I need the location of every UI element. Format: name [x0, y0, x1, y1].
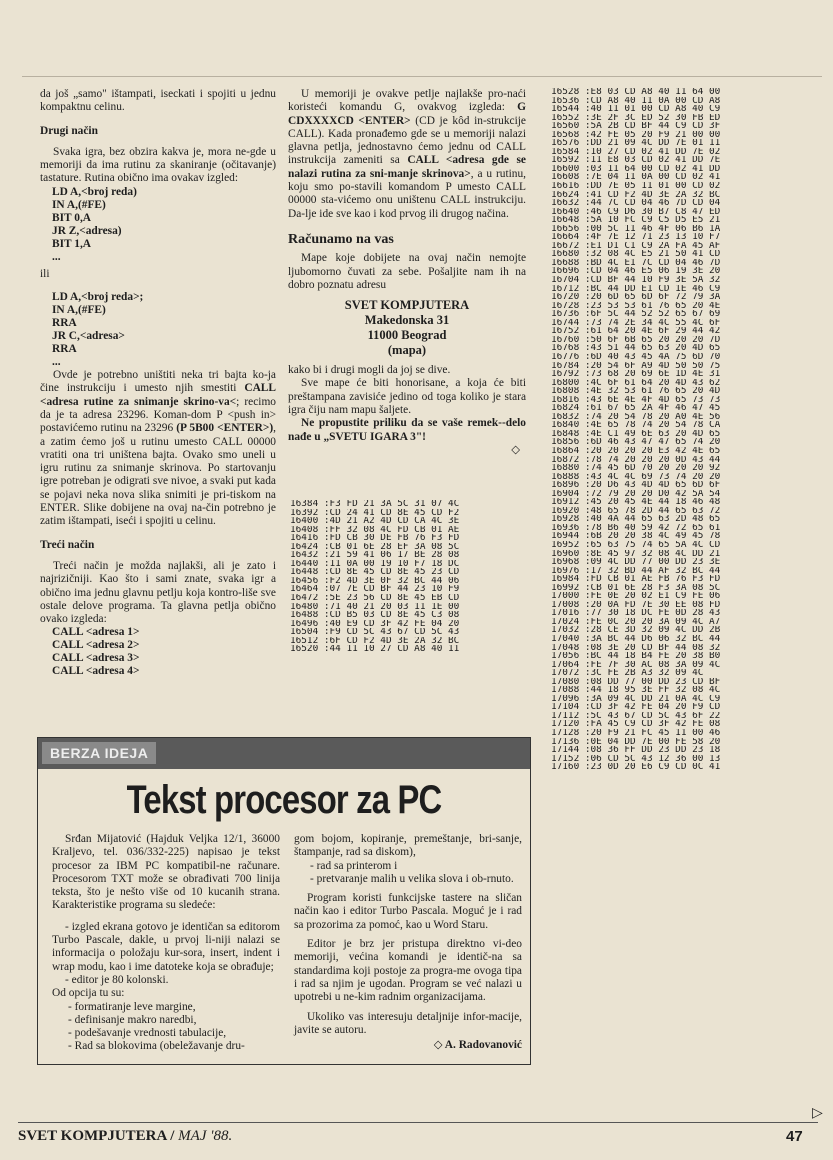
- berza-ideja-box: [37, 737, 531, 1065]
- code-line: JR C,<adresa>: [52, 330, 125, 343]
- code-line: RRA: [52, 317, 77, 330]
- address-line: Makedonska 31: [364, 313, 450, 328]
- hex-row: 16824 :61 67 65 2A 4F 46 47 45: [551, 404, 721, 413]
- code-line: LD A,<broj reda>;: [52, 291, 144, 304]
- hex-row: 16712 :BC 44 DD E1 CD 1E 46 C9: [551, 284, 721, 294]
- paragraph: Mape koje dobijete na ovaj način nemojte ljubomorno čuvati za sebe. Pošaljite nam ih na dobro poznatu adresu: [288, 252, 526, 291]
- hex-row: 16848 :4E C1 49 6E 63 20 4D 65: [551, 429, 721, 439]
- paragraph: Editor je brz jer pristupa direktno vi-deo memoriji, većina komandi je identič-na sa standardima koji postoje za progra-me ovoga tipa i rad sa njim je ugodan. Program se već nalazi u upotrebi u ne-kim radnim organizacijama.: [294, 938, 522, 1004]
- box-column-left: [52, 833, 280, 1054]
- article-column-2: [288, 88, 526, 457]
- list-item: - Rad sa blokovima (obeležavanje dru-: [68, 1040, 245, 1053]
- hex-row: 16792 :73 68 20 69 6E 1D 4E 31: [551, 370, 721, 379]
- hex-row: 16544 :40 11 01 00 CD A8 40 C9: [551, 105, 721, 114]
- hex-row: 17120 :FA 45 C9 CD 3F 42 FE 08: [551, 720, 721, 730]
- hex-row: 16520 :44 11 10 27 CD A8 40 11: [290, 645, 460, 654]
- list-item: - definisanje makro naredbi,: [68, 1013, 197, 1026]
- hex-row: 17024 :FE 0C 20 20 3A 09 4C A7: [551, 617, 721, 627]
- bottom-rule: [18, 1122, 818, 1123]
- code-block: [40, 186, 276, 264]
- end-mark-icon: ◇: [511, 443, 520, 456]
- hex-row: 16632 :44 7C CD 04 46 7D CD 04: [551, 199, 721, 208]
- list-item: - pretvaranje malih u velika slova i ob-rnuto.: [310, 872, 514, 885]
- hex-row: 16560 :5A 2B CD BF 44 C9 CD 3F: [551, 122, 721, 131]
- hex-row: 17136 :0E 04 DD 7E 00 FE 58 20: [551, 737, 721, 747]
- magazine-name: SVET KOMPJUTERA /: [18, 1128, 179, 1144]
- hex-row: 16552 :3E 2F 3C ED 52 30 FB ED: [551, 113, 721, 123]
- hex-row: 17160 :23 0D 20 E6 C9 CD 0C 41: [551, 763, 721, 772]
- hex-row: 17048 :08 3E 20 CD BF 44 08 32: [551, 643, 721, 653]
- hex-row: 16760 :50 6F 6B 65 20 20 20 7D: [551, 335, 721, 345]
- hex-row: 17128 :20 F9 21 FC 45 11 00 46: [551, 729, 721, 738]
- address-line: SVET KOMPJUTERA: [344, 298, 470, 313]
- hex-row: 16728 :23 53 53 61 76 65 20 4E: [551, 301, 721, 311]
- hex-row: 16936 :78 B6 40 59 42 72 65 61: [551, 523, 721, 533]
- hex-row: 16400 :4D 21 A2 4D CD CA 4C 3E: [290, 517, 460, 526]
- paragraph: - izgled ekrana gotovo je identičan sa editorom Turbo Pascale, dakle, u prvoj li-niji nalazi se informacija o položaju kur-sora, insert, indent i wrap modu, kao i ime datoteke koja se obrađuje;: [52, 920, 280, 973]
- code-line: RRA: [52, 343, 77, 356]
- hex-row: 16960 :8E 45 97 32 08 4C DD 21: [551, 549, 721, 559]
- code-line: CALL <adresa 4>: [52, 665, 140, 678]
- code-line: BIT 0,A: [52, 211, 92, 224]
- code-line: JR Z,<adresa): [52, 224, 122, 237]
- hex-row: 16984 :FD CB 01 AE FB 76 F3 FD: [551, 575, 721, 584]
- section-band: [38, 738, 530, 769]
- hex-row: 17032 :28 CE 3D 32 09 4C DD 2B: [551, 626, 721, 635]
- address-line: 11000 Beograd: [367, 328, 447, 343]
- hex-row: 16424 :CB 01 6E 28 EF 3A 08 5C: [290, 542, 460, 552]
- hex-row: 16976 :17 32 BD 44 AF 32 BC 44: [551, 566, 721, 576]
- hex-row: 16752 :61 64 20 4E 6F 29 44 42: [551, 327, 721, 336]
- article-title: Tekst procesor za PC: [126, 778, 442, 822]
- paragraph: gom bojom, kopiranje, premeštanje, bri-sanje, štampanje, rad sa diskom),: [294, 833, 522, 859]
- list-item: - rad sa printerom i: [310, 859, 398, 872]
- hex-row: 16672 :E1 D1 C1 C9 2A FA 45 AF: [551, 241, 721, 251]
- list-item: - formatiranje leve margine,: [68, 1000, 196, 1013]
- code-line: IN A,(#FE): [52, 198, 106, 211]
- hex-row: 16512 :6F CD F2 4D 3E 2A 32 BC: [290, 636, 460, 646]
- hex-row: 16384 :F3 FD 21 3A 5C 31 07 4C: [290, 500, 460, 509]
- paragraph: Program koristi funkcijske tastere na sličan način kao i editor Turbo Pascala. Moguć je i rad sa prozorima za pomoć, kao u Word Staru.: [294, 892, 522, 931]
- hex-row: 17016 :77 30 18 DC FE 0D 28 43: [551, 609, 721, 618]
- article-column-1: [40, 88, 276, 678]
- hex-row: 16480 :71 40 21 20 03 11 1E 00: [290, 602, 460, 612]
- hex-row: 17096 :3A 09 4C DD 21 0A 4C C9: [551, 694, 721, 704]
- paragraph: Ukoliko vas interesuju detaljnije infor-macije, javite se autoru.: [294, 1010, 522, 1036]
- author-signature: ◇ A. Radovanović: [433, 1039, 522, 1052]
- hex-row: 16416 :FD CB 30 DE FB 76 F3 FD: [290, 534, 460, 543]
- hex-row: 16456 :F2 4D 3E 0F 32 BC 44 06: [290, 576, 460, 586]
- hex-row: 16432 :21 59 41 06 17 BE 28 08: [290, 551, 460, 560]
- code-line: ...: [52, 356, 61, 369]
- hex-row: 16392 :CD 24 41 CD 8E 45 CD F2: [290, 508, 460, 518]
- paragraph: Ne propustite priliku da se vaše remek--delo nađe u „SVETU IGARA 3"!: [288, 417, 526, 443]
- hex-row: 16896 :20 D6 43 4D 4D 65 6D 6F: [551, 481, 721, 490]
- hex-row: 16440 :11 0A 00 19 10 F7 18 DC: [290, 559, 460, 569]
- paragraph: Svaka igra, bez obzira kakva je, mora ne-gde u memoriji da ima rutinu za skaniranje (očitavanje) tastature. Rutina obično ima ovakav izgled:: [40, 145, 276, 185]
- hex-row: 16496 :40 E9 CD 3F 42 FE 04 20: [290, 619, 460, 629]
- hex-row: 16872 :78 74 20 20 20 0D 43 44: [551, 455, 721, 465]
- paragraph: kako bi i drugi mogli da joj se dive.: [288, 364, 451, 377]
- hex-row: 16568 :42 FE 05 20 F9 21 00 00: [551, 130, 721, 140]
- hex-row: 16720 :20 6D 65 6D 6F 72 79 3A: [551, 293, 721, 302]
- code-block: [40, 626, 276, 678]
- hex-row: 16832 :74 20 54 78 20 A0 4E 56: [551, 412, 721, 422]
- paragraph: Od opcija tu su:: [52, 987, 125, 1000]
- postal-address: [288, 298, 526, 358]
- hex-row: 17112 :5C 43 67 CD 5C 43 6F 22: [551, 711, 721, 721]
- hex-row: 16576 :DD 21 09 4C DD 7E 01 11: [551, 139, 721, 148]
- code-line: IN A,(#FE): [52, 304, 106, 317]
- hex-dump-listing-2: [551, 88, 720, 772]
- hex-row: 17040 :3A BC 44 D6 06 32 BC 44: [551, 635, 721, 644]
- hex-row: 16920 :48 65 78 2D 44 65 63 72: [551, 506, 721, 516]
- paragraph: Srđan Mijatović (Hajduk Veljka 12/1, 36000 Kraljevo, tel. 036/332-225) napisao je tekst procesor za IBM PC kompatibil-ne računare. Procesorom TXT može se obrađivati 700 linija teksta, što je nešto više od 10 kucanih strana. Karakteristike programa su sledeće:: [52, 833, 280, 912]
- hex-row: 17144 :08 36 FF DD 23 DD 23 18: [551, 746, 721, 755]
- paragraph: Treći način je možda najlakši, ali je zato i najrizičniji. Kao što i sami znate, svaka igr a obično ima jednu glavnu petlju koja kontro-liše sve ostale delove programa. Ta glavna petlja obično ovako izgleda:: [40, 559, 276, 626]
- hex-row: 16448 :CD 8E 45 CD 8E 45 23 CD: [290, 568, 460, 577]
- code-line: CALL <adresa 2>: [52, 639, 140, 652]
- code-line: BIT 1,A: [52, 237, 92, 250]
- page-number: 47: [786, 1128, 803, 1145]
- hex-row: 16640 :46 C9 D6 30 B7 C8 47 ED: [551, 207, 721, 217]
- hex-row: 16704 :CD BF 44 10 F9 3E 5A 32: [551, 276, 721, 285]
- hex-row: 16840 :4E 65 78 74 20 54 78 CA: [551, 421, 721, 430]
- hex-row: 16592 :11 E8 03 CD 02 41 DD 7E: [551, 156, 721, 165]
- hex-row: 16696 :CD 04 46 E5 06 19 3E 20: [551, 267, 721, 277]
- hex-row: 16472 :5E 23 56 CD 8E 45 EB CD: [290, 594, 460, 603]
- hex-row: 16952 :65 63 75 74 65 5A 4C CD: [551, 540, 721, 550]
- section-heading: Računamo na vas: [288, 231, 394, 247]
- option-list: [52, 1001, 280, 1054]
- hex-row: 17088 :44 18 95 3E FF 32 08 4C: [551, 686, 721, 695]
- hex-row: 16928 :40 4A 44 65 63 2D 48 65: [551, 515, 721, 524]
- hex-row: 16600 :03 11 64 00 CD 02 41 DD: [551, 164, 721, 174]
- hex-row: 16776 :6D 40 43 45 4A 75 6D 70: [551, 352, 721, 362]
- code-line: CALL <adresa 3>: [52, 652, 140, 665]
- hex-row: 16768 :43 51 44 65 63 20 4D 65: [551, 344, 721, 353]
- hex-row: 16888 :43 4C 4C 69 73 74 20 20: [551, 472, 721, 482]
- hex-row: 16408 :FF 32 08 4C FD CB 01 AE: [290, 525, 460, 535]
- hex-row: 16904 :72 79 20 20 D0 42 5A 54: [551, 489, 721, 499]
- hex-row: 16648 :5A 10 FC C9 C5 D5 E5 21: [551, 216, 721, 225]
- paragraph: - editor je 80 kolonski.: [65, 973, 169, 986]
- hex-row: 16808 :4E 32 53 61 76 65 20 4D: [551, 387, 721, 396]
- hex-row: 16528 :E8 03 CD A8 40 11 64 00: [551, 88, 721, 97]
- triangle-arrow-icon: ▷: [812, 1105, 823, 1121]
- hex-row: 17008 :20 0A FD 7E 30 EE 08 FD: [551, 600, 721, 610]
- box-column-right: [294, 833, 522, 1052]
- hex-row: 16816 :43 6E 4E 4F 4D 65 73 73: [551, 395, 721, 405]
- hex-row: 16656 :00 5C 11 46 4F 06 B6 1A: [551, 224, 721, 234]
- hex-row: 17000 :FE 0E 20 02 E1 C9 FE 06: [551, 592, 721, 601]
- hex-row: 16624 :41 CD F2 4D 3E 2A 32 BC: [551, 190, 721, 200]
- hex-row: 17152 :06 CD 5C 43 12 36 00 13: [551, 754, 721, 764]
- hex-row: 16584 :10 27 CD 02 41 DD 7E 02: [551, 147, 721, 157]
- hex-row: 16864 :20 20 20 20 E3 42 4E 65: [551, 446, 721, 456]
- code-line: CALL <adresa 1>: [52, 626, 140, 639]
- code-line: LD A,<broj reda): [52, 185, 137, 198]
- hex-row: 16464 :07 7E CD BF 44 23 10 F9: [290, 585, 460, 595]
- hex-row: 16744 :73 74 2E 34 4C 55 4C 6F: [551, 318, 721, 328]
- hex-row: 16688 :BD 4C E1 7C CD 04 46 7D: [551, 258, 721, 268]
- hex-row: 16616 :DD 7E 05 11 01 00 CD 02: [551, 182, 721, 191]
- hex-row: 17072 :3C FE 2B A3 32 09 4C: [551, 669, 704, 678]
- paragraph: ili: [40, 267, 50, 280]
- hex-row: 16736 :6F 5C 44 52 52 65 67 69: [551, 310, 721, 319]
- paragraph: Ovde je potrebno uništiti neka tri bajta ko-ja čine instrukciju i umesto njih smestiti CALL <adresa rutine za snimanje skrino-va<; recimo da je ta adresa 23296. Koman-dom P <push in> postavićemo rutinu na 23296 (P 5B00 <ENTER>), a zatim ćemo još u rutinu umesto CALL 00000 vratiti ona tri uništena bajta. Ovako smo uneli u igru rutinu za snimanje skrinova. Po startovanju igre potreban je odigrati sve nivoe, a svaki put kada se pojavi neka nova slika snimiti je pri-tiskom na ENTER. Slike dobijene na ovaj na-čin potrebno je zatim ištampati, iseći i spojiti u celinu.: [40, 369, 276, 528]
- hex-row: 17056 :BC 44 18 B4 FE 20 38 B0: [551, 652, 721, 661]
- hex-row: 16784 :20 54 6F A9 4D 50 50 75: [551, 361, 721, 371]
- address-line: (mapa): [387, 343, 427, 358]
- top-rule: [22, 76, 822, 77]
- hex-row: 16488 :CD B5 03 CD 8E 45 C3 08: [290, 611, 460, 620]
- hex-row: 16504 :F9 CD 5C 43 67 CD 5C 43: [290, 628, 460, 637]
- hex-row: 17064 :FE 7F 30 AC 08 3A 09 4C: [551, 660, 721, 670]
- hex-row: 16944 :6B 20 20 38 4C 49 45 78: [551, 532, 721, 541]
- section-heading: Treći način: [40, 538, 95, 551]
- code-block: [40, 291, 276, 369]
- paragraph: da još „samo" ištampati, iseckati i spojiti u jednu kompaktnu celinu.: [40, 88, 276, 114]
- code-line: ...: [52, 250, 61, 263]
- hex-row: 16664 :4F 7E 12 71 23 13 10 F7: [551, 233, 721, 242]
- hex-row: 16680 :32 08 4C E5 21 50 41 CD: [551, 250, 721, 259]
- hex-row: 16912 :45 20 45 4E 44 18 46 48: [551, 498, 721, 507]
- hex-row: 16968 :09 4C DD 77 00 DD 23 3E: [551, 558, 721, 567]
- hex-dump-listing-1: [290, 500, 459, 654]
- paragraph: Sve mape će biti honorisane, a koja će biti preštampana zavisiće jedino od toga koliko je stara igra čiju nam mapu šaljete.: [288, 377, 526, 417]
- hex-row: 16992 :CB 01 6E 28 F3 3A 08 5C: [551, 583, 721, 593]
- hex-row: 17080 :08 DD 77 00 DD 23 CD BF: [551, 677, 721, 687]
- section-label: BERZA IDEJA: [42, 742, 156, 764]
- hex-row: 16856 :6D 46 43 47 47 65 74 20: [551, 438, 721, 447]
- hex-row: 17104 :CD 3F 42 FE 04 20 F9 CD: [551, 703, 721, 712]
- hex-row: 16608 :7E 04 11 0A 00 CD 02 41: [551, 173, 721, 183]
- page-footer: [18, 1128, 232, 1145]
- paragraph: U memoriji je ovakve petlje najlakše pro-naći koristeći komandu G, ovakvog izgleda: G CDXXXXCD <ENTER> (CD je kôd in-strukcije CALL). Kada pronađemo gde se u memoriji nalazi glavna petlja, jednostavno ćemo jednu od CALL instrukcija zameniti sa CALL <adresa gde se nalazi rutina za sni-manje skrinova>, a u rutinu, koju smo po-stavili komandom P umesto CALL 00000 sta-vićemo onu uništenu CALL instrukciju. Da-lje ide sve kao i kod prvog ili drugog načina.: [288, 88, 527, 220]
- hex-row: 16880 :74 45 6D 70 20 20 20 92: [551, 464, 721, 473]
- hex-row: 16800 :4C 6F 61 64 20 4D 43 62: [551, 378, 721, 388]
- option-list: [294, 860, 522, 887]
- issue-date: MAJ '88.: [178, 1128, 233, 1144]
- hex-row: 16536 :CD A8 40 11 0A 00 CD A8: [551, 96, 721, 106]
- list-item: - podešavanje vrednosti tabulacije,: [68, 1027, 227, 1040]
- section-heading: Drugi način: [40, 124, 98, 137]
